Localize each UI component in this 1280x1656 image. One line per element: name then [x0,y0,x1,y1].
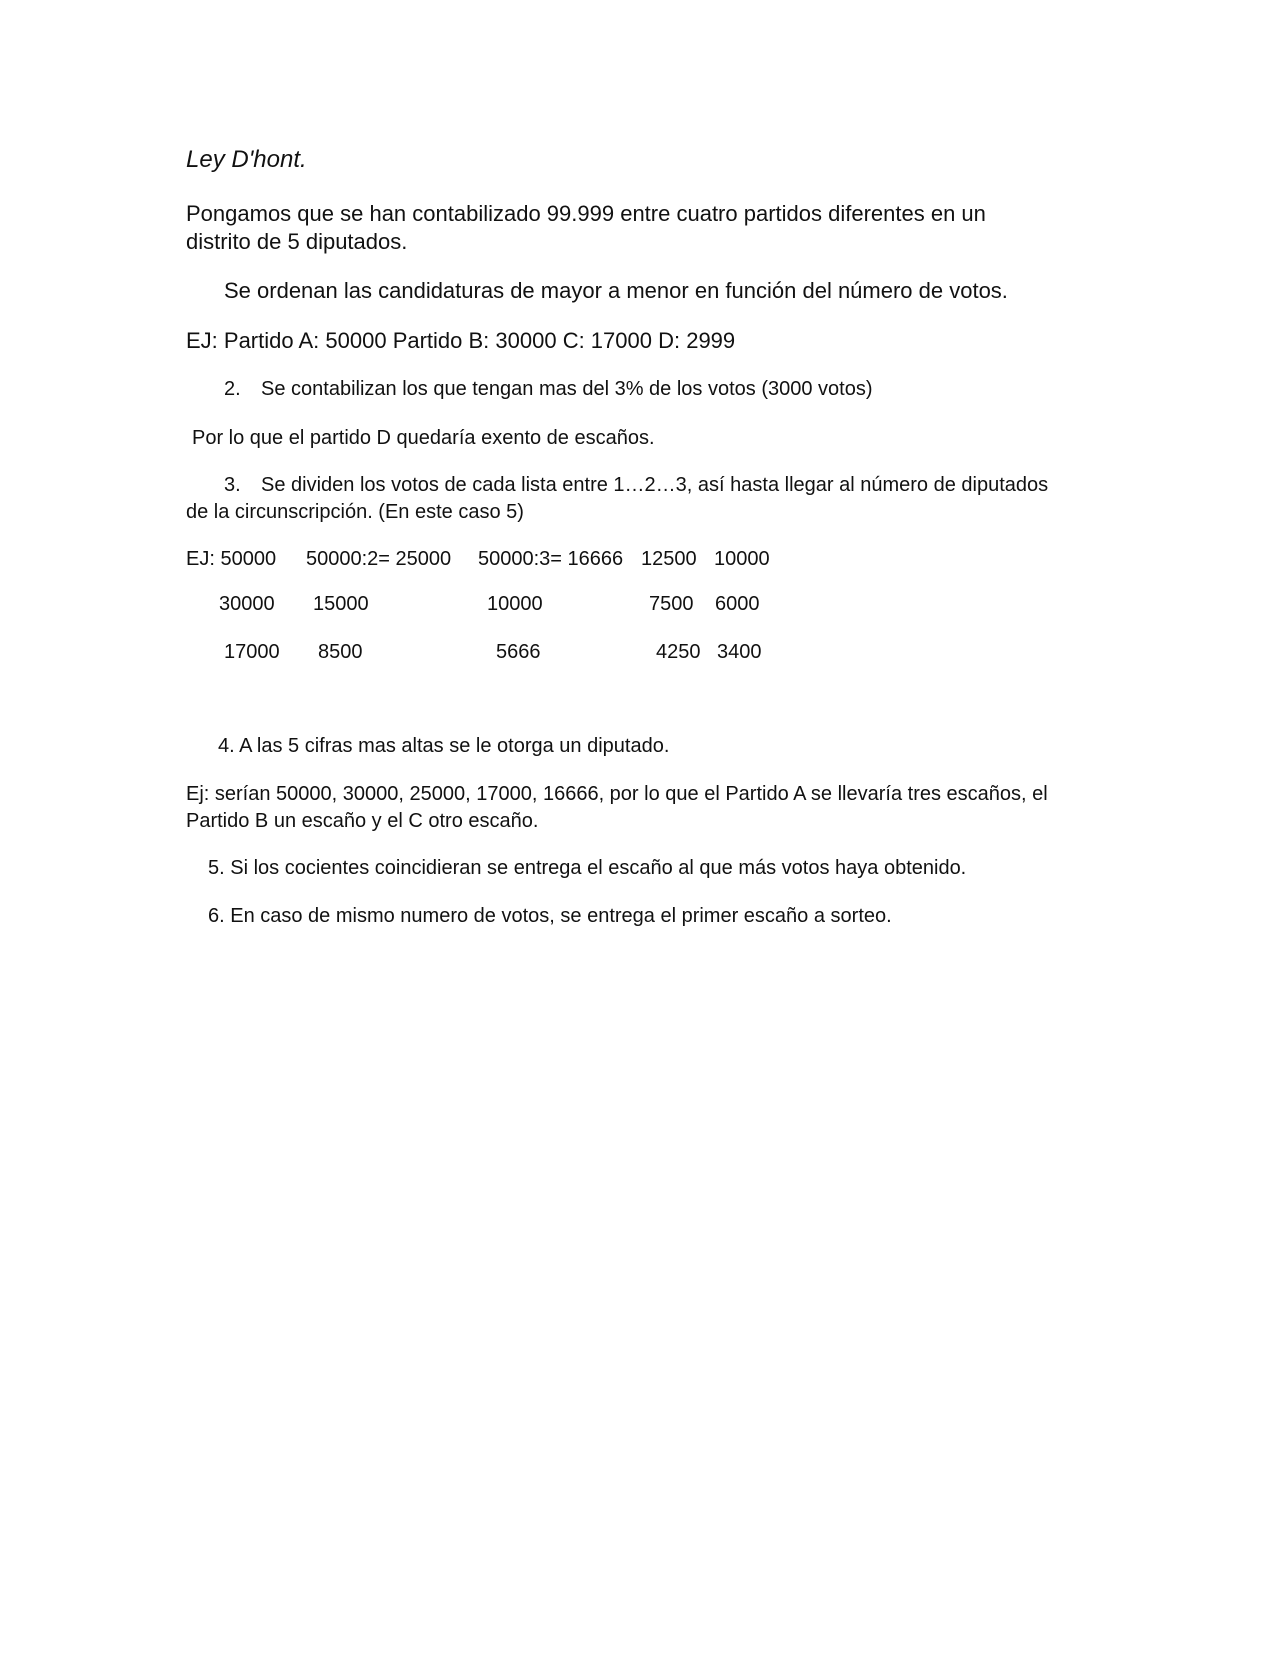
step-1-text: Se ordenan las candidaturas de mayor a menor en función del número de votos. [224,278,1008,303]
table-cell: 5666 [496,641,541,663]
step-2-note: Por lo que el partido D quedaría exento de escaños. [192,427,655,449]
step-3-line-1: Se dividen los votos de cada lista entre 1…2…3, así hasta llegar al número de diputados [261,474,1049,496]
table-cell: 8500 [318,641,363,663]
intro-line-2: distrito de 5 diputados. [186,229,408,254]
table-cell: 30000 [219,593,275,615]
table-cell: 10000 [714,548,770,570]
example-4-line-1: Ej: serían 50000, 30000, 25000, 17000, 16666, por lo que el Partido A se llevaría tres escaños, el [186,783,1048,805]
example-4-line-2: Partido B un escaño y el C otro escaño. [186,810,539,832]
table-cell: 50000:2= 25000 [306,548,452,570]
table-cell: 12500 [641,548,697,570]
step-2-text: Se contabilizan los que tengan mas del 3% de los votos (3000 votos) [261,378,873,400]
step-5-text: 5. Si los cocientes coincidieran se entrega el escaño al que más votos haya obtenido. [208,857,967,879]
step-4-text: 4. A las 5 cifras mas altas se le otorga un diputado. [218,735,670,757]
table-cell: 7500 [649,593,694,615]
table-cell: 6000 [715,593,760,615]
table-cell: 3400 [717,641,762,663]
step-3-line-2: de la circunscripción. (En este caso 5) [186,501,524,523]
example-1: EJ: Partido A: 50000 Partido B: 30000 C: 17000 D: 2999 [186,328,736,353]
table-cell: 50000:3= 16666 [478,548,624,570]
table-cell: 15000 [313,593,369,615]
step-6-text: 6. En caso de mismo numero de votos, se entrega el primer escaño a sorteo. [208,905,892,927]
document-title: Ley D'hont. [186,146,307,173]
table-cell: 10000 [487,593,543,615]
table-cell: 4250 [656,641,701,663]
table-cell: EJ: 50000 [186,548,277,570]
step-2-number: 2. [224,378,241,400]
table-cell: 17000 [224,641,280,663]
intro-line-1: Pongamos que se han contabilizado 99.999 entre cuatro partidos diferentes en un [186,201,986,226]
step-3-number: 3. [224,474,241,496]
